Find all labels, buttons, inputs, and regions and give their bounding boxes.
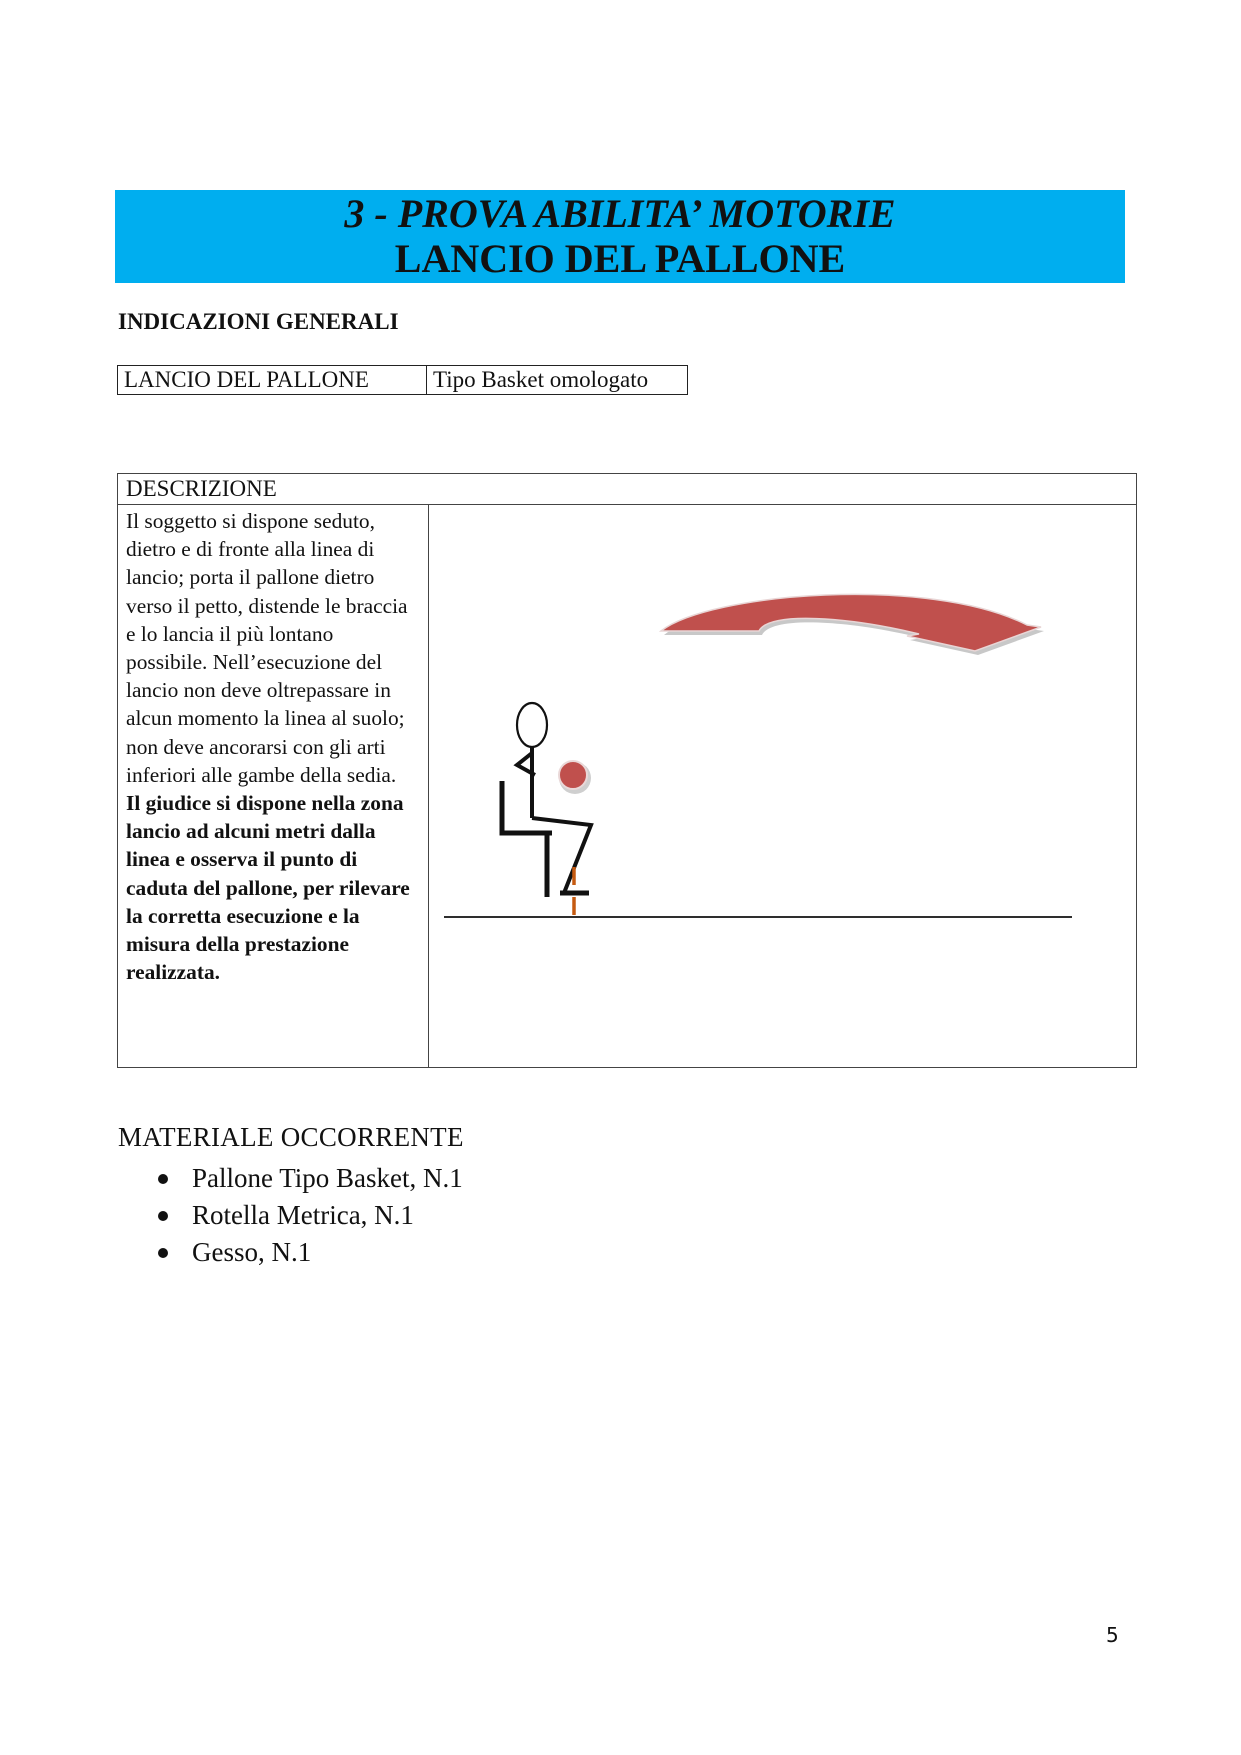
seated-person-icon (517, 703, 591, 893)
info-row (118, 366, 688, 395)
info-table (117, 365, 688, 395)
materials-heading: MATERIALE OCCORRENTE (118, 1122, 464, 1152)
page-number: 5 (1106, 1623, 1119, 1647)
bullet-icon (158, 1174, 168, 1184)
title-banner (115, 190, 1125, 283)
throw-arrow-icon (661, 594, 1044, 655)
description-normal: Il soggetto si dispone seduto, dietro e di fronte alla linea di lancio; porta il pallone dietro verso il petto, distende le braccia e lo lancia il più lontano possibile. Nell’esecuzione del lancio non deve oltrepassare in alcun momento la linea al suolo; non deve ancorarsi con gli arti inferiori alle gambe della sedia. (126, 509, 408, 787)
bullet-icon (158, 1211, 168, 1221)
throw-illustration-svg (429, 505, 1137, 1065)
bullet-icon (158, 1248, 168, 1258)
title-line1: 3 - PROVA ABILITA’ MOTORIE (344, 191, 896, 236)
general-heading: INDICAZIONI GENERALI (118, 309, 399, 334)
description-heading: DESCRIZIONE (118, 474, 1137, 505)
list-item: Gesso, N.1 (158, 1234, 463, 1271)
info-label: LANCIO DEL PALLONE (118, 366, 427, 395)
description-bold: Il giudice si dispone nella zona lancio ad alcuni metri dalla linea e osserva il punto di caduta del pallone, per rilevare la corretta esecuzione e la misura della prestazione realizzata. (126, 791, 410, 985)
description-table (117, 473, 1137, 1068)
throw-illustration (429, 505, 1137, 1068)
chair-icon (502, 781, 589, 897)
list-item: Rotella Metrica, N.1 (158, 1197, 463, 1234)
ball-icon (559, 761, 591, 794)
list-item: Pallone Tipo Basket, N.1 (158, 1160, 463, 1197)
description-text (118, 505, 429, 1068)
materials-list (158, 1160, 463, 1271)
title-line2: LANCIO DEL PALLONE (394, 236, 846, 281)
info-value: Tipo Basket omologato (427, 366, 688, 395)
